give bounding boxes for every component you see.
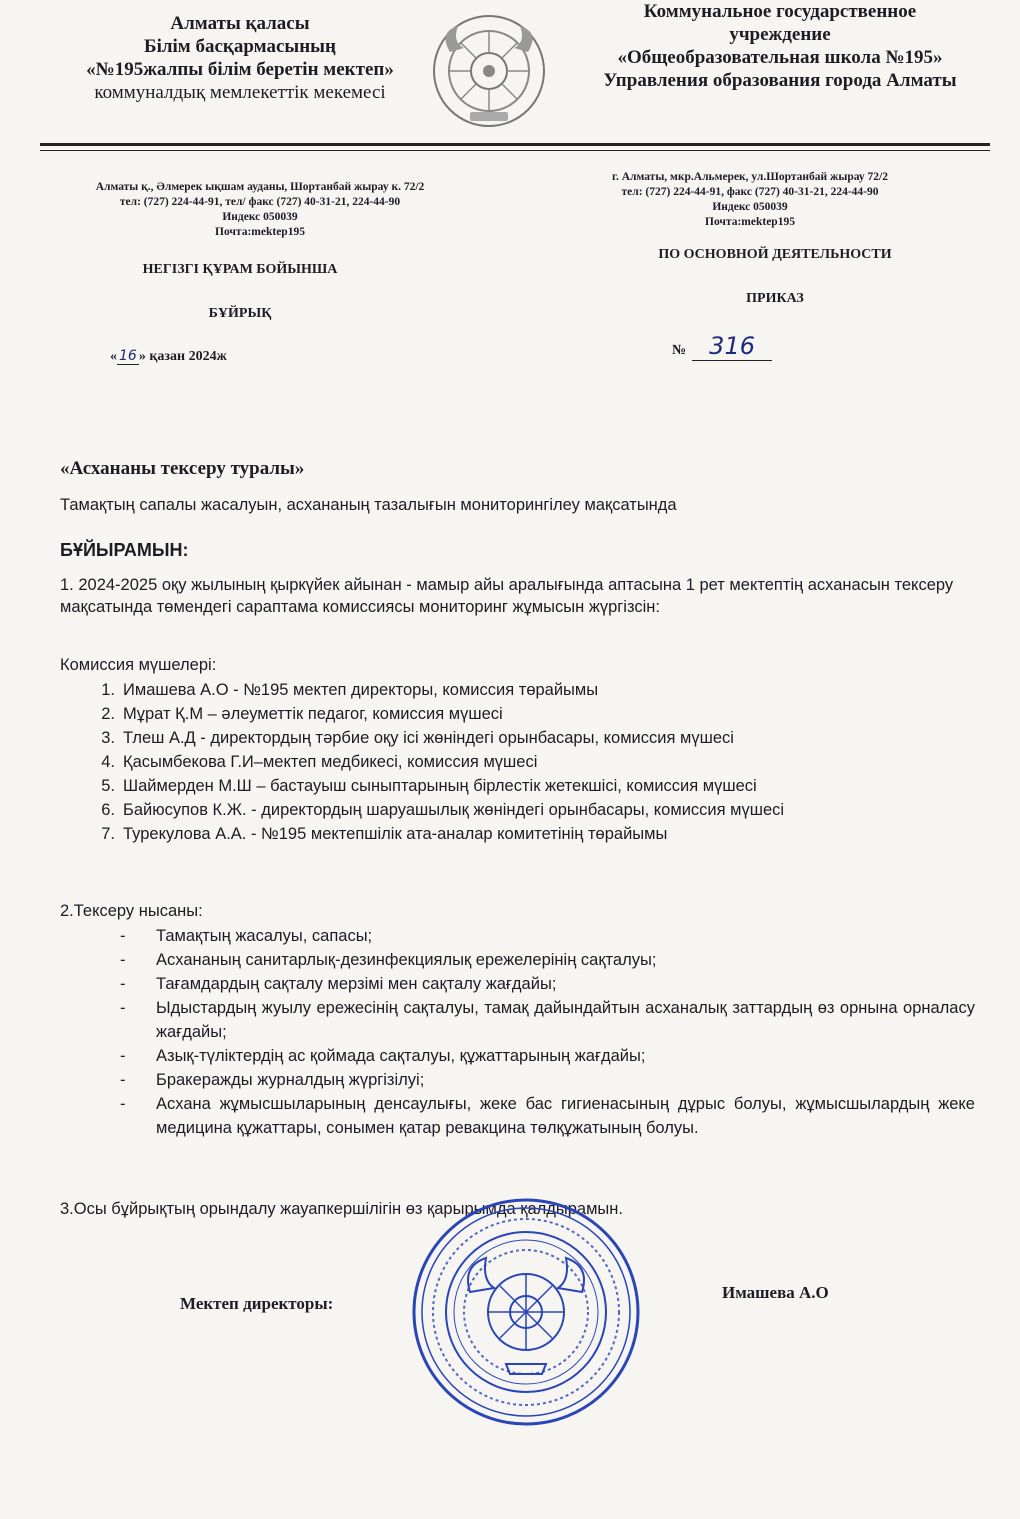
- number-value: 316: [692, 332, 772, 361]
- item-3: 3.Осы бұйрықтың орындалу жауапкершілігін өз қарырымда қалдырамын.: [60, 1200, 623, 1218]
- member-item: 2. Мұрат Қ.М – әлеуметтік педагог, комиссия мүшесі: [101, 705, 503, 723]
- header-divider-thin: [40, 150, 990, 151]
- header-divider: [40, 143, 990, 146]
- header-right: [560, 0, 1000, 92]
- member-item: 6. Байюсупов К.Ж. - директордың шаруашылық жөніндегі орынбасары, комиссия мүшесі: [101, 801, 785, 819]
- member-item: 1. Имашева А.О - №195 мектеп директоры, комиссия төрайымы: [101, 681, 599, 699]
- item-1: 1. 2024-2025 оқу жылының қыркүйек айынан - мамыр айы аралығында аптасына 1 рет мектептің асханасын тексеру мақсатында төмендегі сараптама комиссиясы мониторинг жұмысын жүргізсін:: [60, 576, 954, 616]
- inspection-item: - Азық-түліктердің ас қоймада сақталуы, құжаттарының жағдайы;: [120, 1047, 646, 1065]
- department-ru: ПО ОСНОВНОЙ ДЕЯТЕЛЬНОСТИ: [658, 247, 892, 262]
- header-left-line: коммуналдық мемлекеттік мекемесі: [94, 82, 386, 103]
- address-line: тел: (727) 224-44-91, факс (727) 40-31-21, 224-44-90: [621, 186, 879, 198]
- order-word-ru: ПРИКАЗ: [746, 291, 804, 306]
- purpose-text: Тамақтың сапалы жасалуын, асхананың тазалығын мониторингілеу мақсатында: [60, 496, 677, 514]
- header-right-line: Управления образования города Алматы: [603, 70, 957, 91]
- order-date: [110, 348, 227, 365]
- inspection-item: - Асхана жұмысшыларының денсаулығы, жеке бас гигиенасының дұрыс болуы, жұмысшылардың жеке медицина құжаттары, сонымен қатар ревакцина төлқұжатының болуы.: [120, 1095, 975, 1137]
- member-item: 7. Турекулова А.А. - №195 мектепшілік ата-аналар комитетінің төрайымы: [101, 825, 668, 843]
- director-name: Имашева А.О: [722, 1283, 829, 1302]
- official-seal-icon: [410, 1196, 642, 1428]
- address-right: [540, 170, 960, 230]
- inspection-item: - Тамақтың жасалуы, сапасы;: [120, 927, 373, 945]
- order-number: [672, 332, 772, 361]
- inspection-list: [120, 924, 975, 1140]
- date-open: «: [110, 349, 117, 364]
- header-left-line: Білім басқармасының: [144, 36, 336, 57]
- document-title: «Асхананы тексеру туралы»: [60, 458, 305, 479]
- commission-label: Комиссия мүшелері:: [60, 656, 217, 674]
- number-label: №: [672, 343, 687, 358]
- directive: БҰЙЫРАМЫН:: [60, 540, 189, 560]
- address-line: тел: (727) 224-44-91, тел/ факс (727) 40-31-21, 224-44-90: [119, 196, 401, 208]
- address-line: Индекс 050039: [712, 201, 788, 213]
- header-left-line: «№195жалпы білім беретін мектеп»: [86, 59, 394, 80]
- order-word-kz: БҰЙРЫҚ: [208, 306, 272, 321]
- address-line: г. Алматы, мкр.Альмерек, ул.Шортанбай жырау 72/2: [612, 171, 888, 183]
- date-rest: » қазан 2024ж: [138, 349, 227, 364]
- header-right-line: «Общеобразовательная школа №195»: [617, 47, 943, 68]
- header-left-line: Алматы қаласы: [170, 13, 310, 34]
- item-2: 2.Тексеру нысаны:: [60, 902, 203, 920]
- inspection-item: - Тағамдардың сақталу мерзімі мен сақталу жағдайы;: [120, 975, 557, 993]
- state-emblem-icon: [430, 12, 548, 130]
- members-list: [60, 678, 960, 846]
- signature-label: Мектеп директоры:: [180, 1294, 334, 1313]
- header-left: [40, 12, 440, 104]
- member-item: 5. Шаймерден М.Ш – бастауыш сыныптарының бірлестік жетекшісі, комиссия мүшесі: [101, 777, 757, 795]
- date-day: 16: [119, 348, 137, 364]
- department-kz: НЕГІЗГІ ҚҰРАМ БОЙЫНША: [142, 262, 338, 277]
- member-item: 3. Тлеш А.Д - директордың тәрбие оқу ісі жөніндегі орынбасары, комиссия мүшесі: [101, 729, 734, 747]
- header-right-line: учреждение: [729, 24, 831, 45]
- address-left: [40, 180, 480, 240]
- member-item: 4. Қасымбекова Г.И–мектеп медбикесі, комиссия мүшесі: [101, 753, 538, 771]
- header-right-line: Коммунальное государственное: [643, 1, 917, 22]
- inspection-item: - Ыдыстардың жуылу ережесінің сақталуы, тамақ дайындайтын асханалық заттардың өз орнына орналасу жағдайы;: [120, 999, 975, 1041]
- address-line: Индекс 050039: [222, 211, 298, 223]
- inspection-item: - Бракеражды журналдың жүргізілуі;: [120, 1071, 425, 1089]
- address-line: Алматы қ., Әлмерек ықшам ауданы, Шортанбай жырау к. 72/2: [95, 181, 425, 193]
- address-line: Почта:mektep195: [705, 216, 795, 228]
- inspection-item: - Асхананың санитарлық-дезинфекциялық ережелерінің сақталуы;: [120, 951, 657, 969]
- address-line: Почта:mektep195: [215, 226, 305, 238]
